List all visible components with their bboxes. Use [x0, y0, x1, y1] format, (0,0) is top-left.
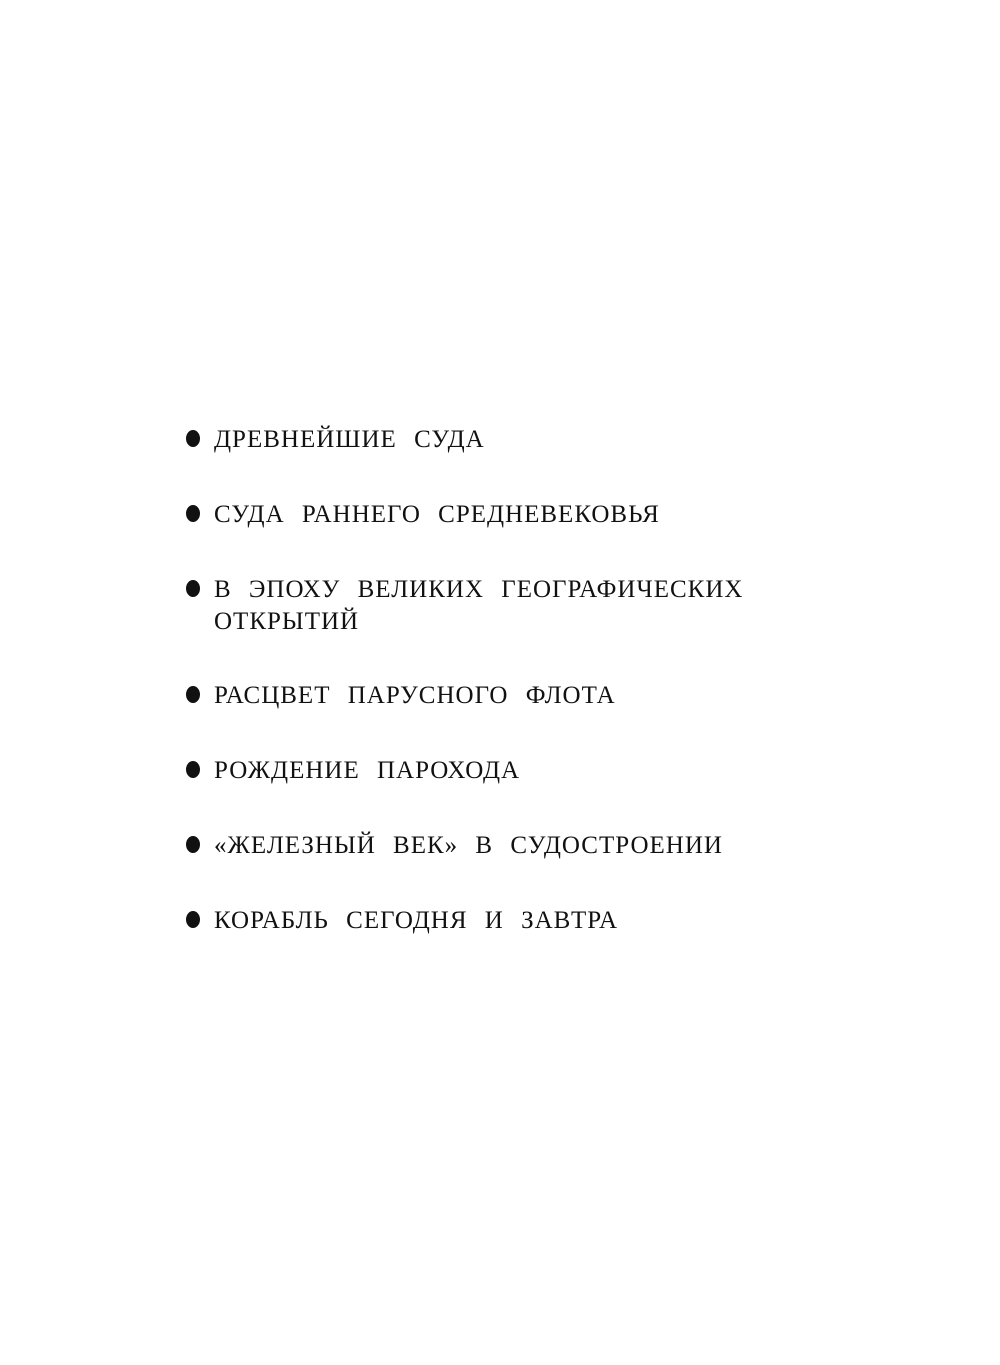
section-label: ДРЕВНЕЙШИЕ СУДА	[214, 426, 485, 453]
bullet-icon	[186, 580, 200, 597]
bullet-icon	[186, 761, 200, 778]
section-label: РОЖДЕНИЕ ПАРОХОДА	[214, 757, 521, 784]
section-label: «ЖЕЛЕЗНЫЙ ВЕК» В СУДОСТРОЕНИИ	[214, 832, 723, 859]
section-label: В ЭПОХУ ВЕЛИКИХ ГЕОГРАФИЧЕСКИХ ОТКРЫТИЙ	[214, 576, 744, 635]
section-list	[182, 424, 822, 937]
section-item-steamship	[182, 755, 822, 787]
section-label: РАСЦВЕТ ПАРУСНОГО ФЛОТА	[214, 682, 616, 709]
bullet-icon	[186, 836, 200, 853]
section-item-ancient-ships	[182, 424, 822, 456]
bullet-icon	[186, 505, 200, 522]
section-item-sailing-fleet	[182, 680, 822, 712]
section-item-early-medieval-ships	[182, 499, 822, 531]
bullet-icon	[186, 430, 200, 447]
bullet-icon	[186, 911, 200, 928]
section-label: КОРАБЛЬ СЕГОДНЯ И ЗАВТРА	[214, 907, 619, 934]
section-item-iron-age	[182, 830, 822, 862]
section-item-age-of-discovery	[182, 574, 822, 638]
section-item-ship-today	[182, 905, 822, 937]
section-label: СУДА РАННЕГО СРЕДНЕВЕКОВЬЯ	[214, 501, 660, 528]
bullet-icon	[186, 686, 200, 703]
